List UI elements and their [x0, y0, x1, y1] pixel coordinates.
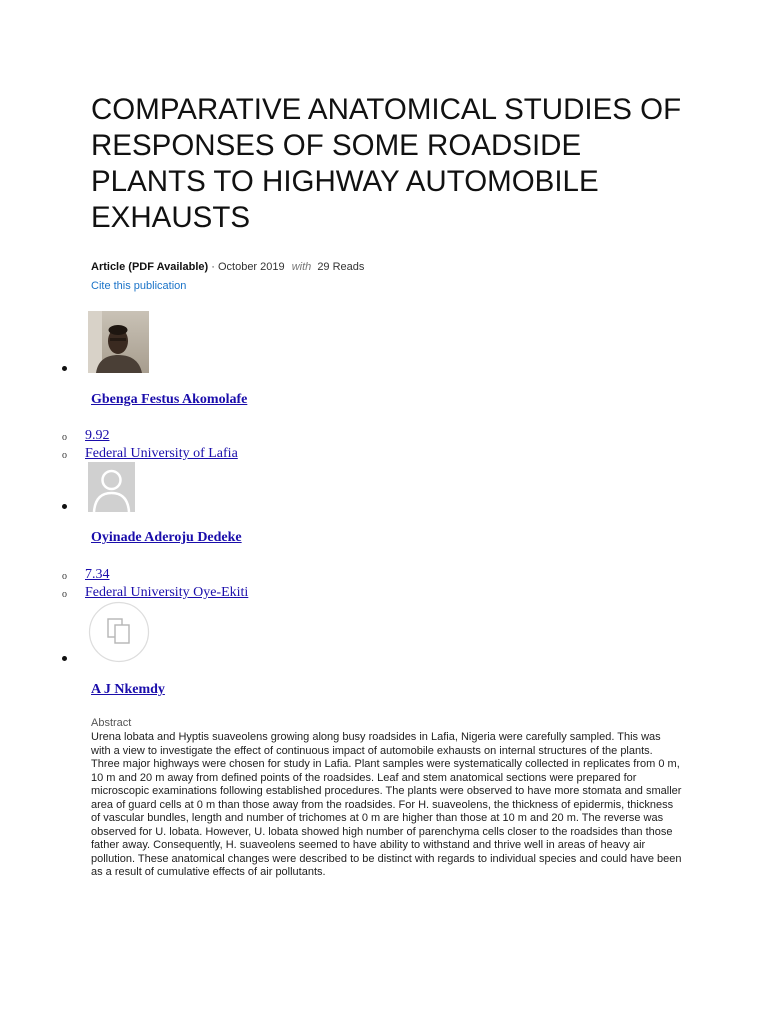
- article-meta: [91, 260, 364, 274]
- cite-publication-link[interactable]: Cite this publication: [91, 280, 187, 292]
- publication-date: October 2019: [217, 261, 285, 273]
- abstract-label: Abstract: [91, 717, 132, 729]
- article-type: Article (PDF Available): [91, 261, 209, 273]
- author-institution-link[interactable]: Federal University Oye-Ekiti: [85, 585, 249, 600]
- reads-count: 29 Reads: [317, 261, 365, 273]
- author-name-link[interactable]: Gbenga Festus Akomolafe: [91, 392, 248, 407]
- person-silhouette-icon[interactable]: [88, 462, 135, 512]
- copy-pages-icon[interactable]: [88, 601, 150, 663]
- author-name-link[interactable]: A J Nkemdy: [91, 682, 165, 697]
- author-bullet: [62, 504, 67, 509]
- author-score-link[interactable]: 9.92: [85, 428, 110, 443]
- author-bullet: [62, 656, 67, 661]
- article-title: COMPARATIVE ANATOMICAL STUDIES OF RESPONSES OF SOME ROADSIDE PLANTS TO HIGHWAY AUTOMOBILE EXHAUSTS: [91, 93, 682, 234]
- author-score-link[interactable]: 7.34: [85, 567, 110, 582]
- abstract-text: Urena lobata and Hyptis suaveolens growing along busy roadsides in Lafia, Nigeria were carefully sampled. This was with a view to investigate the effect of continuous impact of automobile exhausts on internal structures of the plants. Three major highways were chosen for study in Lafia. Plant samples were systematically collected in replicates from 0 m, 10 m and 20 m away from defined points of the roadsides. Leaf and stem anatomical sections were prepared for microscopic examinations following established procedures. The plants were observed to have more stomata and smaller area of guard cells at 0 m than those away from the roadsides. For H. suaveolens, the thickness of epidermis, thickness of vascular bundles, length and number of trichomes at 0 m are higher than those at 10 m and 20 m. The reverse was observed for U. lobata. However, U. lobata showed high number of parenchyma cells closer to the roadsides than those father away. Consequently, H. suaveolens seemed to have ability to withstand and thrive well in areas of heavy air pollution. These anatomical changes were described to be distinct with regards to individual species and could have been as a result of cumulative effects of air pollutants.: [91, 731, 682, 879]
- list-marker: o: [62, 571, 67, 582]
- author-name-link[interactable]: Oyinade Aderoju Dedeke: [91, 530, 242, 545]
- author-bullet: [62, 366, 67, 371]
- author-photo[interactable]: [88, 311, 149, 373]
- author-institution-link[interactable]: Federal University of Lafia: [85, 446, 238, 461]
- with-label: with: [291, 261, 312, 273]
- list-marker: o: [62, 589, 67, 600]
- list-marker: o: [62, 450, 67, 461]
- list-marker: o: [62, 432, 67, 443]
- meta-separator: ·: [211, 261, 215, 273]
